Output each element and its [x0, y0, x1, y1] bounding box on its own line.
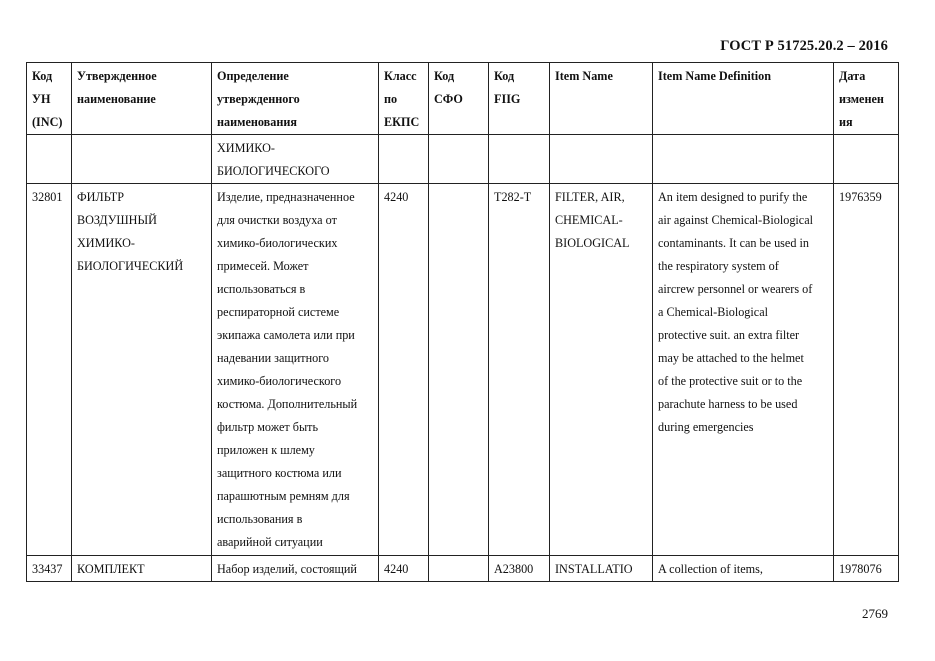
- cell-line: 32801: [32, 190, 63, 204]
- cell-approved-name: [72, 135, 212, 184]
- cell-line: FIIG: [494, 92, 521, 106]
- cell-sfo-code: [429, 556, 489, 582]
- cell-line: T282-T: [494, 190, 532, 204]
- cell-line: Утвержденное: [77, 69, 157, 83]
- cell-line: СФО: [434, 92, 463, 106]
- cell-fiig-code: [489, 556, 550, 582]
- column-header-fiig-code: [489, 63, 550, 135]
- cell-line: экипажа самолета или при: [217, 328, 355, 342]
- cell-inc: [27, 184, 72, 556]
- cell-line: Код: [32, 69, 53, 83]
- cell-change-date: [834, 556, 899, 582]
- cell-line: may be attached to the helmet: [658, 351, 804, 365]
- column-header-name-definition-ru: [212, 63, 379, 135]
- cell-line: использоваться в: [217, 282, 306, 296]
- cell-class: [379, 135, 429, 184]
- cell-line: защитного костюма или: [217, 466, 342, 480]
- cell-change-date: [834, 184, 899, 556]
- column-header-approved-name: [72, 63, 212, 135]
- cell-line: респираторной системе: [217, 305, 340, 319]
- cell-line: УН: [32, 92, 51, 106]
- cell-approved-name: [72, 556, 212, 582]
- cell-line: ХИМИКО-: [217, 141, 275, 155]
- cell-line: Определение: [217, 69, 289, 83]
- cell-line: INSTALLATIO: [555, 562, 633, 576]
- cell-inc: [27, 135, 72, 184]
- cell-line: protective suit. an extra filter: [658, 328, 800, 342]
- cell-line: парашютным ремням для: [217, 489, 350, 503]
- cell-sfo-code: [429, 135, 489, 184]
- cell-change-date: [834, 135, 899, 184]
- column-header-sfo-code: [429, 63, 489, 135]
- column-header-item-name: [550, 63, 653, 135]
- cell-line: костюма. Дополнительный: [217, 397, 358, 411]
- cell-line: ФИЛЬТР: [77, 190, 124, 204]
- table-row: [27, 556, 899, 582]
- cell-line: приложен к шлему: [217, 443, 315, 457]
- cell-line: КОМПЛЕКТ: [77, 562, 145, 576]
- column-header-class: [379, 63, 429, 135]
- cell-item-name: [550, 135, 653, 184]
- cell-line: air against Chemical-Biological: [658, 213, 814, 227]
- cell-line: 1978076: [839, 562, 882, 576]
- cell-line: для очистки воздуха от: [217, 213, 337, 227]
- cell-line: химико-биологического: [217, 374, 342, 388]
- cell-line: during emergencies: [658, 420, 754, 434]
- cell-line: Дата: [839, 69, 866, 83]
- cell-line: ЕКПС: [384, 115, 420, 129]
- cell-line: 33437: [32, 562, 63, 576]
- cell-item-name: [550, 184, 653, 556]
- cell-inc: [27, 556, 72, 582]
- cell-class: [379, 184, 429, 556]
- cell-definition-ru: [212, 135, 379, 184]
- cell-line: aircrew personnel or wearers of: [658, 282, 813, 296]
- cell-line: использования в: [217, 512, 303, 526]
- cell-line: Изделие, предназначенное: [217, 190, 355, 204]
- cell-line: 4240: [384, 562, 409, 576]
- cell-line: БИОЛОГИЧЕСКИЙ: [77, 259, 184, 273]
- cell-line: A23800: [494, 562, 534, 576]
- cell-fiig-code: [489, 184, 550, 556]
- cell-line: БИОЛОГИЧЕСКОГО: [217, 164, 330, 178]
- cell-class: [379, 556, 429, 582]
- cell-definition-ru: [212, 556, 379, 582]
- table-row: [27, 135, 899, 184]
- cell-line: Класс: [384, 69, 417, 83]
- table-header-row: [27, 63, 899, 135]
- cell-line: Набор изделий, состоящий: [217, 562, 357, 576]
- cell-line: An item designed to purify the: [658, 190, 808, 204]
- cell-line: надевании защитного: [217, 351, 330, 365]
- cell-definition-ru: [212, 184, 379, 556]
- cell-line: Item Name Definition: [658, 69, 772, 83]
- cell-sfo-code: [429, 184, 489, 556]
- cell-line: A collection of items,: [658, 562, 763, 576]
- page-number: 2769: [862, 606, 888, 621]
- table-row: [27, 184, 899, 556]
- cell-line: наименования: [217, 115, 297, 129]
- classification-table: [26, 62, 899, 582]
- cell-line: ВОЗДУШНЫЙ: [77, 213, 157, 227]
- cell-line: BIOLOGICAL: [555, 236, 630, 250]
- cell-line: изменен: [839, 92, 884, 106]
- cell-line: a Chemical-Biological: [658, 305, 768, 319]
- cell-line: аварийной ситуации: [217, 535, 323, 549]
- cell-line: Код: [494, 69, 515, 83]
- cell-definition-en: [653, 135, 834, 184]
- document-standard-header: ГОСТ Р 51725.20.2 – 2016: [720, 38, 888, 54]
- cell-line: contaminants. It can be used in: [658, 236, 809, 250]
- cell-line: Код: [434, 69, 455, 83]
- cell-line: наименование: [77, 92, 156, 106]
- column-header-change-date: [834, 63, 899, 135]
- cell-line: (INC): [32, 115, 63, 129]
- cell-approved-name: [72, 184, 212, 556]
- cell-line: 4240: [384, 190, 409, 204]
- column-header-item-name-definition: [653, 63, 834, 135]
- cell-line: ХИМИКО-: [77, 236, 135, 250]
- cell-item-name: [550, 556, 653, 582]
- cell-line: of the protective suit or to the: [658, 374, 803, 388]
- cell-line: примесей. Может: [217, 259, 309, 273]
- cell-line: FILTER, AIR,: [555, 190, 625, 204]
- column-header-inc: [27, 63, 72, 135]
- cell-line: утвержденного: [217, 92, 300, 106]
- cell-line: parachute harness to be used: [658, 397, 798, 411]
- cell-line: 1976359: [839, 190, 882, 204]
- cell-line: ия: [839, 115, 853, 129]
- cell-line: the respiratory system of: [658, 259, 779, 273]
- cell-line: Item Name: [555, 69, 613, 83]
- cell-line: фильтр может быть: [217, 420, 319, 434]
- cell-line: CHEMICAL-: [555, 213, 623, 227]
- cell-definition-en: [653, 556, 834, 582]
- cell-line: химико-биологических: [217, 236, 338, 250]
- cell-line: по: [384, 92, 398, 106]
- cell-fiig-code: [489, 135, 550, 184]
- cell-definition-en: [653, 184, 834, 556]
